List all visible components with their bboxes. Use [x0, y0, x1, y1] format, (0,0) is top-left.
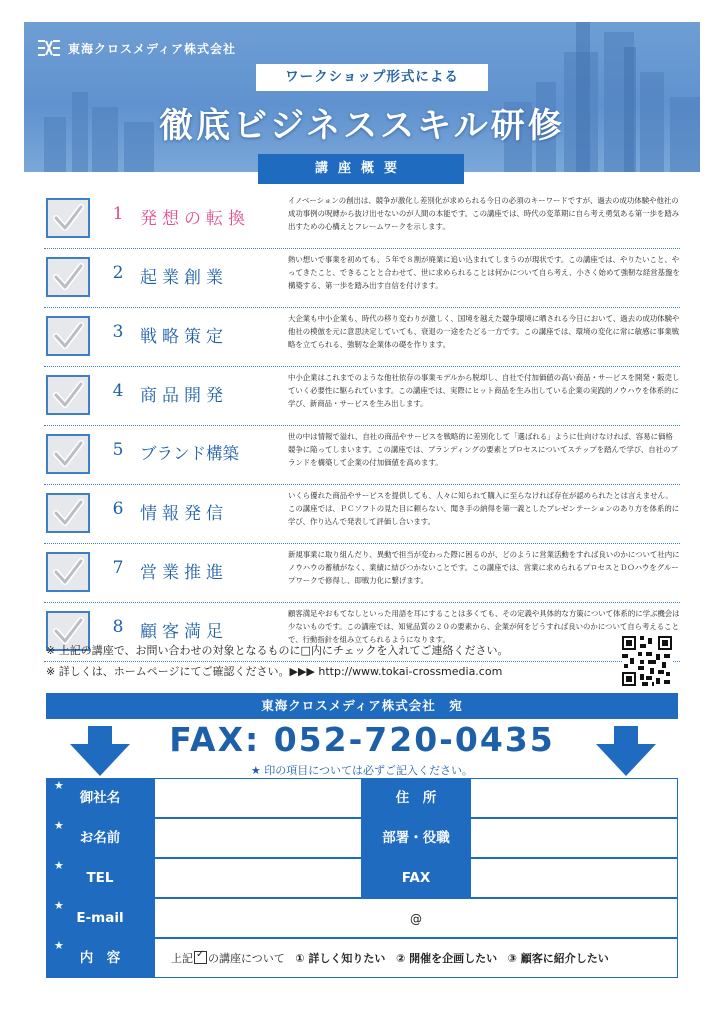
course-item	[44, 190, 680, 249]
qr-code-icon	[622, 636, 672, 686]
course-title: 戦略策定	[140, 327, 228, 347]
form-row	[46, 898, 678, 938]
label-fax: FAX	[362, 858, 470, 898]
section-label-course-overview: 講座概要	[258, 154, 464, 184]
course-checkbox[interactable]	[46, 434, 90, 474]
course-description: 世の中は情報で溢れ、自社の商品やサービスを戦略的に差別化して「選ばれる」ように仕向けなければ、容易に価格競争に陥ってしまいます。この講座では、ブランディングの要素とプロセスについてステップを踏んで学び、自社のブランドを構築して企業の付加価値を高めます。	[288, 432, 678, 468]
course-number: 8	[112, 617, 124, 637]
course-title: 情報発信	[140, 504, 228, 524]
content-field	[154, 938, 678, 978]
required-star-icon: ★	[54, 899, 64, 912]
course-title: 商品開発	[140, 386, 228, 406]
course-number: 2	[112, 263, 124, 283]
course-description: 顧客満足やおもてなしといった用語を耳にすることは多くても、その定義や具体的な方策について体系的に学ぶ機会は少ないものです。この講座では、知覚品質の２０の要素から、企業が何をどうすれば良いのかについて自ら考えることで、行動指針を組み立てられるようになります。	[288, 609, 680, 645]
course-description: 大企業も中小企業も、時代の移り変わりが激しく、国境を越えた競争環境に晒される今日において、過去の成功体験や他社の模倣を元に意思決定していても、衰退の一途をたどる一方です。この講座では、環境の変化に常に敏感に事業戦略を立てられる、強靭な企業体の礎を作ります。	[288, 314, 680, 350]
email-field[interactable]	[154, 898, 678, 938]
name-field[interactable]	[154, 818, 362, 858]
checkmark-icon	[52, 499, 84, 529]
form-row	[46, 858, 678, 898]
option-refer-customer[interactable]: ③ 顧客に紹介したい	[507, 952, 609, 965]
course-number: 5	[112, 440, 124, 460]
label-email: ★ E-mail	[46, 898, 154, 938]
company-logo-mark-icon	[36, 38, 62, 58]
label-content: ★ 内 容	[46, 938, 154, 978]
course-item	[44, 308, 680, 367]
form-row	[46, 778, 678, 818]
label-company-name: ★ 御社名	[46, 778, 154, 818]
content-prefix: 上記	[171, 952, 193, 965]
page-title: 徹底ビジネススキル研修	[159, 106, 565, 146]
content-suffix: の講座について	[208, 952, 285, 965]
recipient-company-bar: 東海クロスメディア株式会社 宛	[46, 693, 678, 719]
course-title: 起業創業	[140, 268, 228, 288]
email-at-sign: @	[410, 912, 422, 926]
checkmark-icon	[52, 322, 84, 352]
course-title: 営業推進	[140, 563, 228, 583]
course-item	[44, 485, 680, 544]
fax-field[interactable]	[470, 858, 678, 898]
course-description: 新規事業に取り組んだり、異動で担当が変わった際に困るのが、どのように営業活動をすれば良いのかについて社内にノウハウの蓄積がなく、業績に結びつかないことです。この講座では、営業に求められるプロセスとＤＯハウをグループワークで修得し、即戦力化に繋げます。	[288, 550, 680, 586]
required-star-icon: ★	[54, 819, 64, 832]
note-line-contact: ※ 上記の講座で、お問い合わせの対象となるものに□内にチェックを入れてご連絡ください。	[46, 644, 509, 657]
course-item	[44, 249, 680, 308]
required-fields-note: ★ 印の項目については必ずご記入ください。	[250, 764, 474, 777]
company-logo	[36, 38, 236, 58]
header-banner	[24, 22, 700, 172]
required-star-icon: ★	[54, 779, 64, 792]
course-description: いくら優れた商品やサービスを提供しても、人々に知られて購入に至らなければ存在が認められたとは言えません。この講座では、ＰＣソフトの見た目に頼らない、聞き手の納得を第一義としたプレゼンテーションのあり方を体系的に学び、作り込んで発表して評価し合います。	[288, 491, 680, 527]
course-description: 中小企業はこれまでのような他社依存の事業モデルから脱却し、自社で付加価値の高い商品・サービスを開発・販売していく必要性に駆られています。この講座では、実際にヒット商品を生み出している企業の実践的ノウハウを体系的に学び、新商品・サービスを生み出します。	[288, 373, 680, 409]
course-number: 1	[112, 204, 124, 224]
address-field[interactable]	[470, 778, 678, 818]
form-row	[46, 938, 678, 978]
company-name-field[interactable]	[154, 778, 362, 818]
course-item	[44, 426, 680, 485]
label-name: ★ お名前	[46, 818, 154, 858]
option-host-event[interactable]: ② 開催を企画したい	[395, 952, 498, 965]
checkmark-icon	[52, 204, 84, 234]
notes	[46, 640, 509, 682]
course-checkbox[interactable]	[46, 198, 90, 238]
checkmark-icon	[52, 558, 84, 588]
required-star-icon: ★	[54, 859, 64, 872]
content-checkbox[interactable]	[194, 951, 207, 964]
label-address: 住 所	[362, 778, 470, 818]
course-title: 発想の転換	[140, 209, 250, 229]
inquiry-form	[46, 778, 678, 978]
course-checkbox[interactable]	[46, 316, 90, 356]
course-item	[44, 544, 680, 603]
course-title: 顧客満足	[140, 622, 228, 642]
checkmark-icon	[52, 263, 84, 293]
course-checkbox[interactable]	[46, 493, 90, 533]
course-list	[44, 190, 680, 662]
course-title: ブランド構築	[140, 444, 239, 463]
fax-number: FAX: 052-720-0435	[169, 720, 555, 759]
course-number: 6	[112, 499, 124, 519]
course-checkbox[interactable]	[46, 552, 90, 592]
header-subtitle: ワークショップ形式による	[256, 64, 488, 91]
label-tel: ★ TEL	[46, 858, 154, 898]
note-line-homepage[interactable]: ※ 詳しくは、ホームページにてご確認ください。▶▶▶ http://www.tokai-crossmedia.com	[46, 665, 503, 678]
form-row	[46, 818, 678, 858]
company-name-header: 東海クロスメディア株式会社	[68, 41, 237, 56]
checkmark-icon	[52, 381, 84, 411]
required-star-icon: ★	[54, 939, 64, 952]
course-description: 熱い想いで事業を初めても、５年で８割が廃業に追い込まれてしまうのが現状です。この講座では、やりたいこと、やってきたこと、できることと合わせて、世に求められることは何かについて自ら考え、小さく始めて強靭な経営基盤を構築する、第一歩を踏み出す自信を付けます。	[288, 255, 680, 291]
course-checkbox[interactable]	[46, 375, 90, 415]
course-checkbox[interactable]	[46, 257, 90, 297]
course-number: 3	[112, 322, 124, 342]
checkmark-icon	[52, 440, 84, 470]
course-number: 4	[112, 381, 124, 401]
label-department: 部署・役職	[362, 818, 470, 858]
option-learn-more[interactable]: ① 詳しく知りたい	[295, 952, 386, 965]
department-field[interactable]	[470, 818, 678, 858]
tel-field[interactable]	[154, 858, 362, 898]
course-description: イノベーションの創出は、競争が激化し差別化が求められる今日の必須のキーワードですが、過去の成功体験や他社の成功事例の呪縛から抜け出せないのが人間の本能です。この講座では、時代の変革期に自ら考え勇気ある第一歩を踏み出すための心構えとフレームワークを示します。	[288, 196, 680, 232]
course-number: 7	[112, 558, 124, 578]
course-item	[44, 367, 680, 426]
